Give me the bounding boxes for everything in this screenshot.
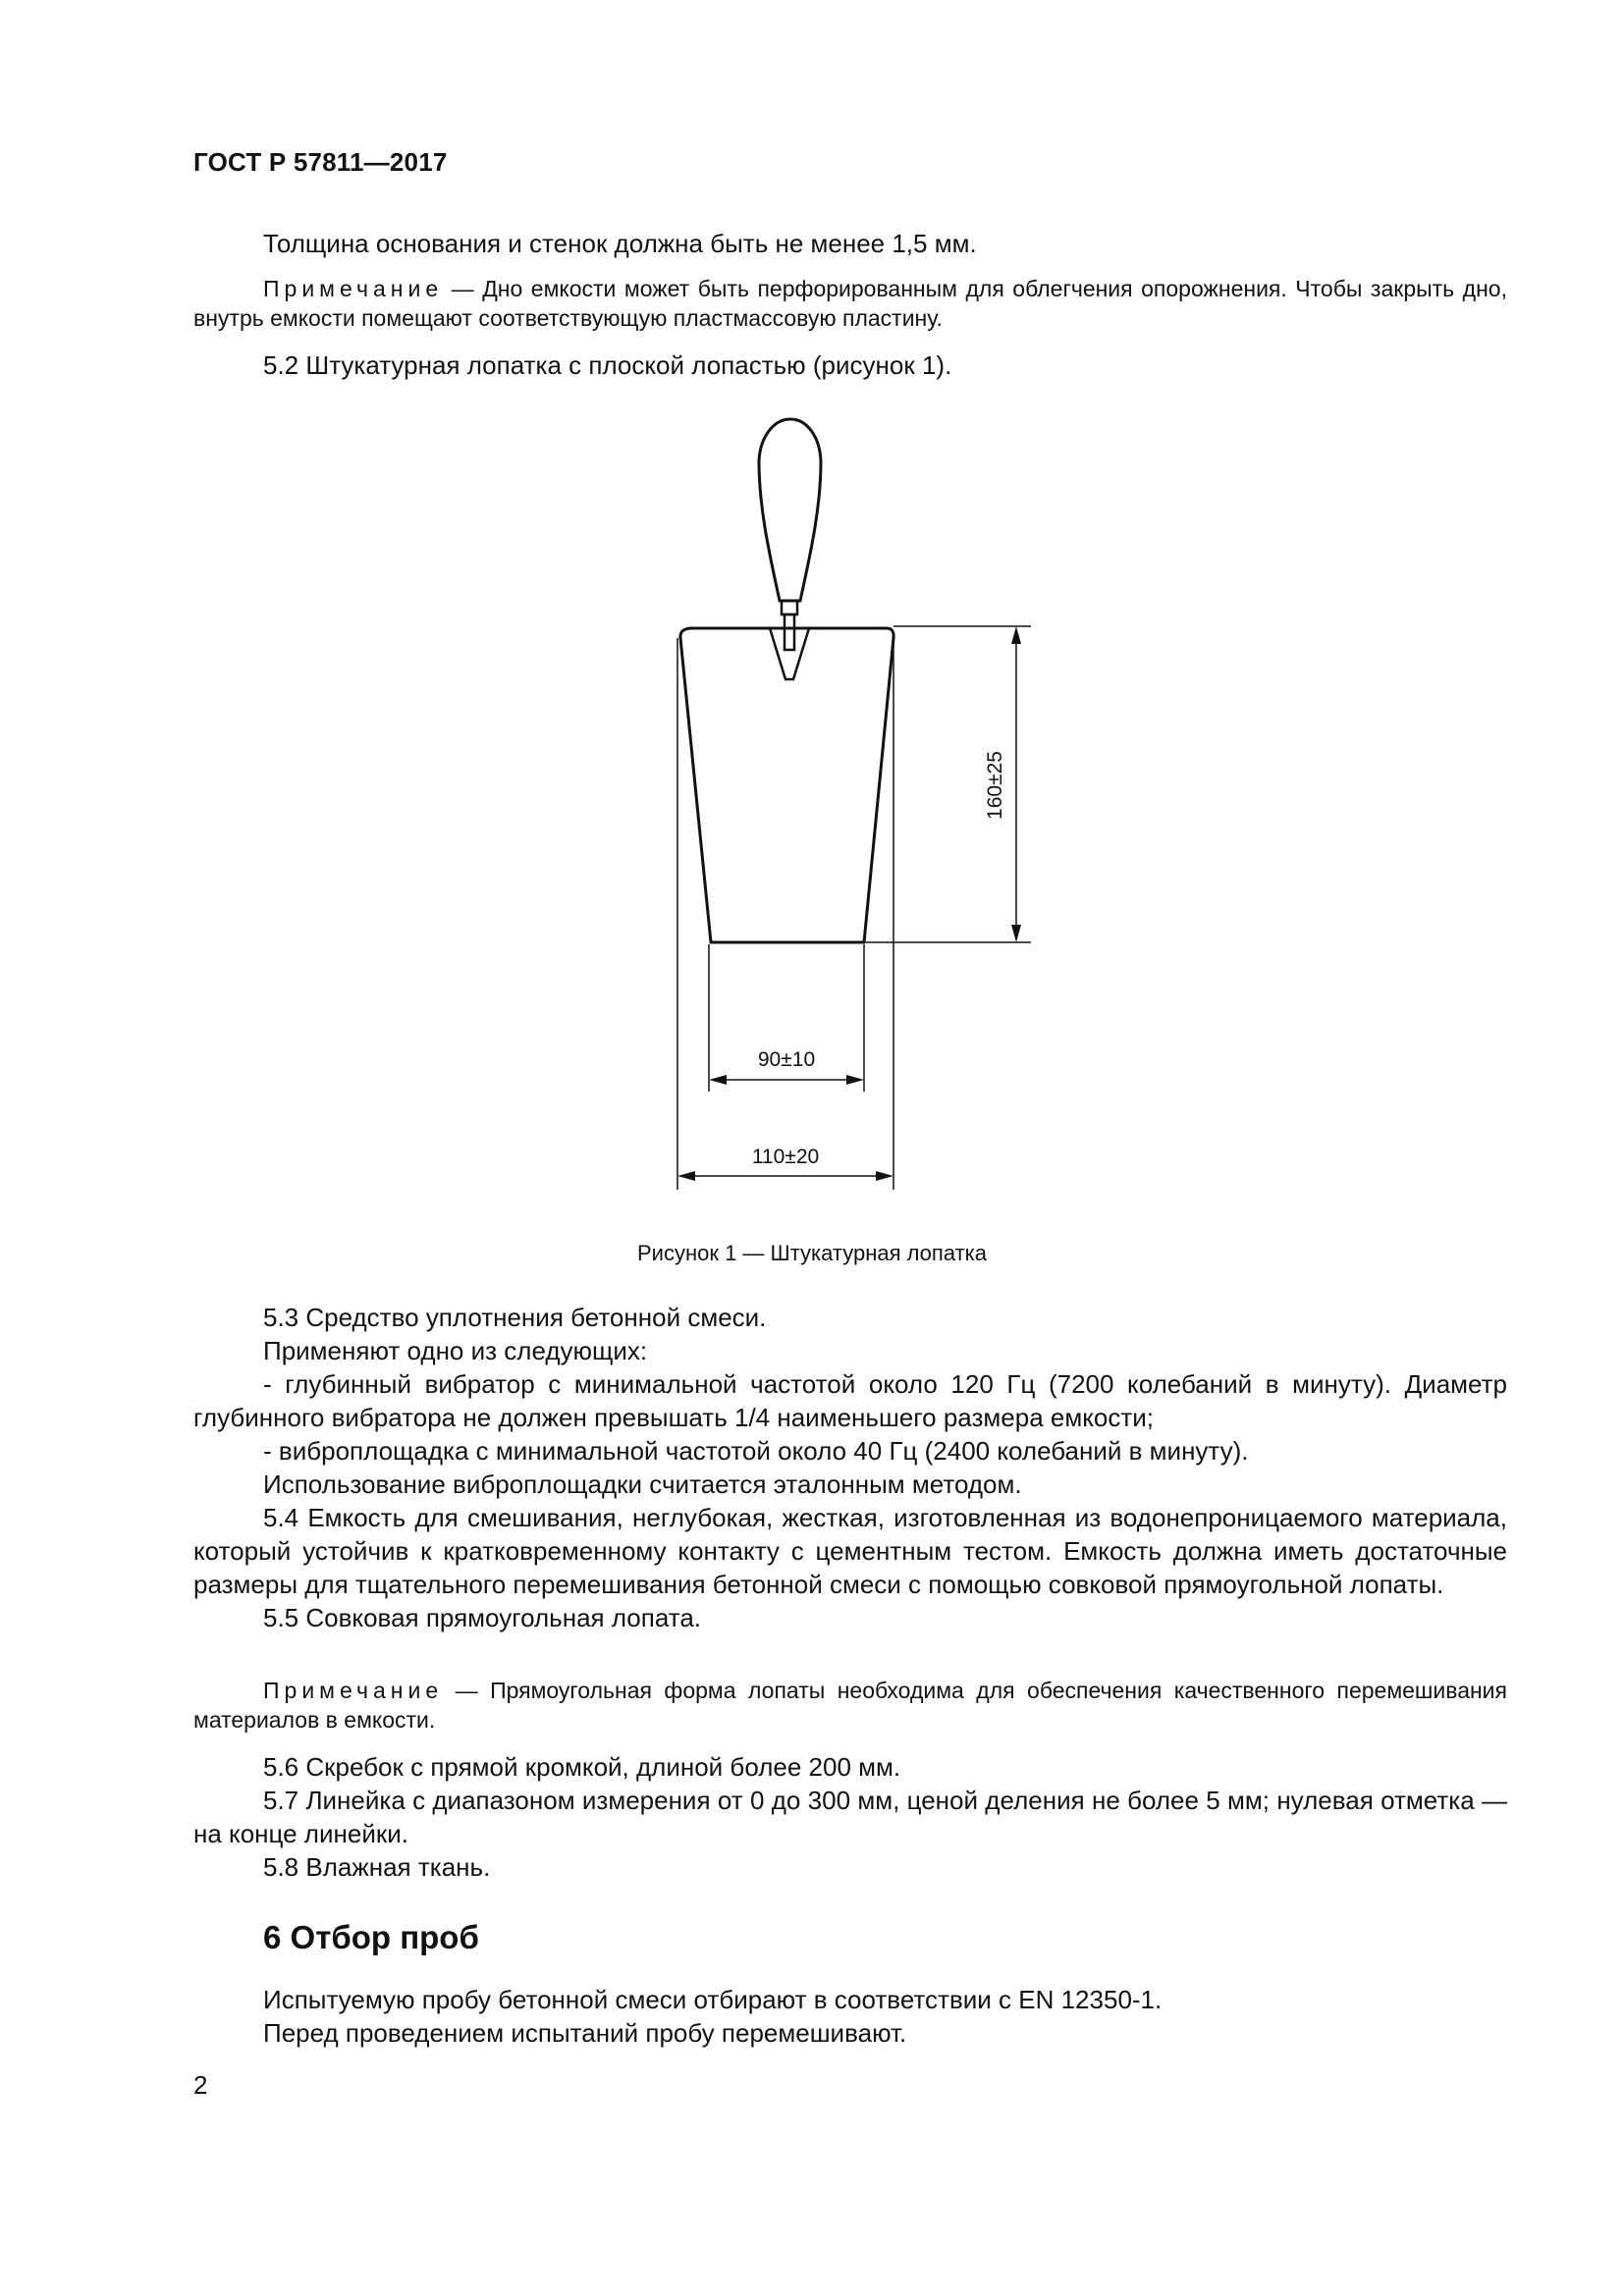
section-6-block — [193, 1983, 1507, 2050]
trowel-wedge — [770, 628, 809, 679]
paragraph-6-1: Испытуемую пробу бетонной смеси отбирают в соответствии с EN 12350-1. — [263, 1985, 1163, 2014]
note-1-text: — Дно емкости может быть перфорированным для облегчения опорожнения. Чтобы закрыть дно, внутрь емкости помещают соответствующую пластмассовую пластину. — [193, 276, 1507, 331]
section-5-end-block — [193, 1750, 1507, 1884]
paragraph-deep-vibrator: - глубинный вибратор с минимальной частотой около 120 Гц (7200 колебаний в минуту). Диаметр глубинного вибратора не должен превышать 1/4 наименьшего размера емкости; — [193, 1369, 1507, 1432]
note-2 — [193, 1676, 1507, 1735]
note-2-text: — Прямоугольная форма лопаты необходима для обеспечения качественного перемешивания материалов в емкости. — [193, 1678, 1507, 1733]
paragraph-thickness: Толщина основания и стенок должна быть не менее 1,5 мм. — [263, 229, 977, 258]
paragraph-5-7: 5.7 Линейка с диапазоном измерения от 0 до 300 мм, ценой деления не более 5 мм; нулевая отметка — на конце линейки. — [193, 1786, 1507, 1848]
paragraph-vibrotable: - виброплощадка с минимальной частотой около 40 Гц (2400 колебаний в минуту). — [263, 1436, 1249, 1466]
paragraph-6-2: Перед проведением испытаний пробу перемешивают. — [263, 2018, 907, 2048]
arrow-bottom — [1011, 925, 1021, 942]
paragraph-5-4: 5.4 Емкость для смешивания, неглубокая, жесткая, изготовленная из водонепроницаемого материала, который устойчив к кратковременному контакту с цементным тестом. Емкость должна иметь достаточные размеры для тщательного перемешивания бетонной смеси с помощью совковой прямоугольной лопаты. — [193, 1503, 1507, 1599]
section-5-block — [193, 1301, 1507, 1634]
trowel-handle — [759, 419, 821, 601]
paragraph-5-8: 5.8 Влажная ткань. — [263, 1852, 491, 1882]
section-6-heading: 6 Отбор проб — [263, 1919, 479, 1955]
paragraph-5-2: 5.2 Штукатурная лопатка с плоской лопастью (рисунок 1). — [263, 350, 952, 380]
paragraph-reference-method: Использование виброплощадки считается эталонным методом. — [263, 1469, 1022, 1499]
page-number: 2 — [193, 2070, 208, 2100]
dim-bottom-label: 90±10 — [757, 1048, 816, 1071]
dim-height-label: 160±25 — [984, 751, 1006, 820]
dim-top-label: 110±20 — [751, 1146, 820, 1168]
paragraph-5-5: 5.5 Совковая прямоугольная лопата. — [263, 1603, 702, 1632]
document-header: ГОСТ Р 57811—2017 — [193, 147, 448, 177]
paragraph-5-3: 5.3 Средство уплотнения бетонной смеси. — [263, 1303, 767, 1332]
paragraph-apply: Применяют одно из следующих: — [263, 1336, 648, 1365]
arrow-top — [1011, 626, 1021, 644]
note-2-label: Примечание — [263, 1678, 444, 1703]
trowel-blade — [680, 628, 893, 942]
figure-caption: Рисунок 1 — Штукатурная лопатка — [636, 1241, 988, 1265]
note-1-label: Примечание — [263, 276, 444, 301]
trowel-neck — [782, 601, 797, 614]
paragraph-5-6: 5.6 Скребок с прямой кромкой, длиной более 200 мм. — [263, 1752, 901, 1782]
